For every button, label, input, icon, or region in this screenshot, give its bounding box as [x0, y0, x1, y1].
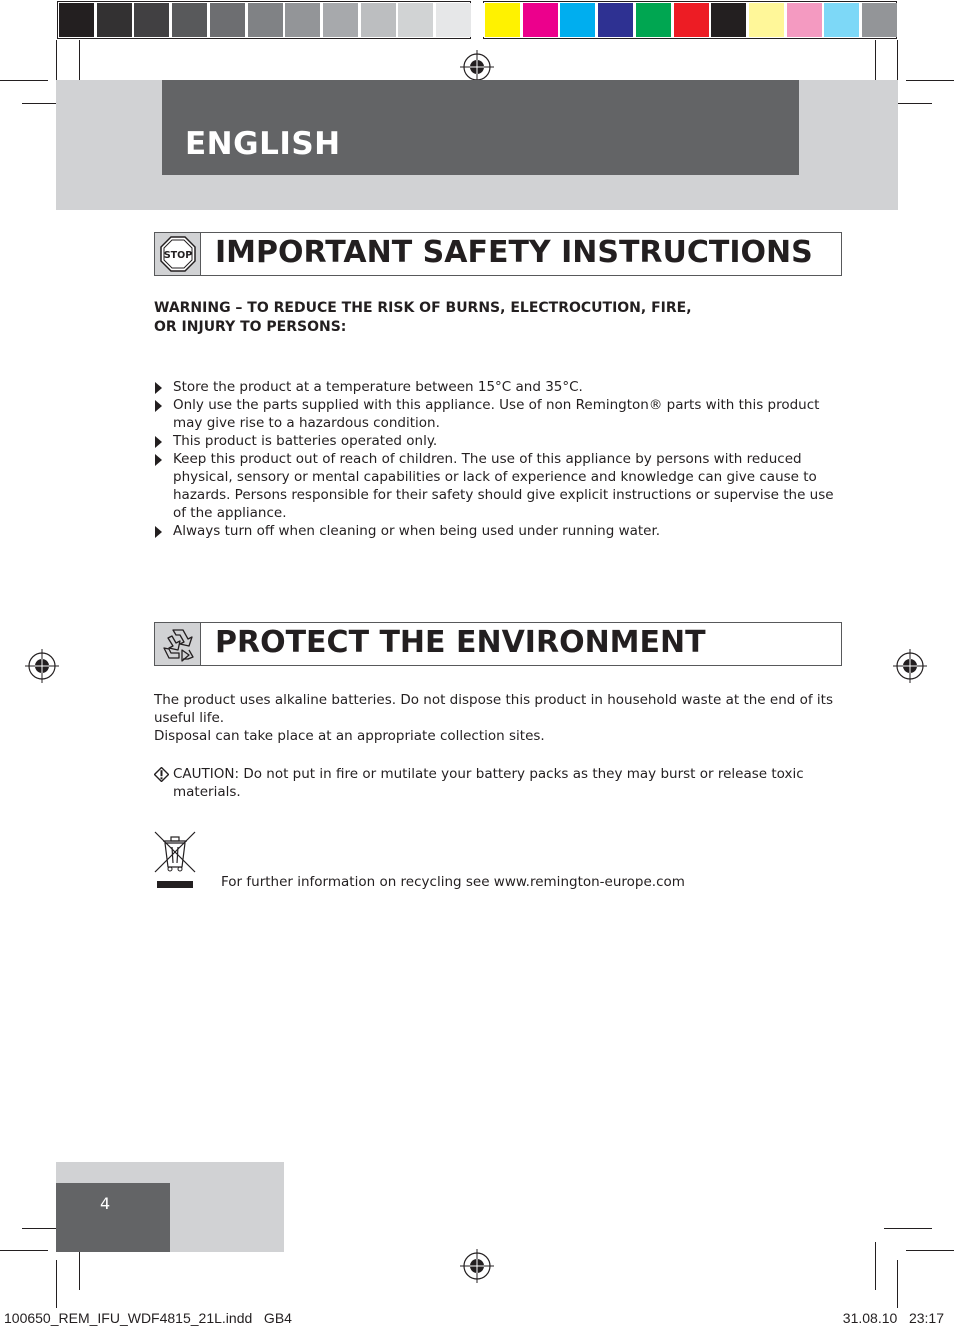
bullet-arrow-icon [155, 526, 162, 538]
color-swatch [862, 3, 897, 37]
color-swatch [787, 3, 822, 37]
gray-swatch [285, 3, 320, 37]
bullet-arrow-icon [155, 382, 162, 394]
safety-header [154, 232, 842, 276]
list-item: Always turn off when cleaning or when being used under running water. [154, 522, 844, 540]
color-swatch [598, 3, 633, 37]
gray-swatch [134, 3, 169, 37]
gray-swatch [97, 3, 132, 37]
safety-title: IMPORTANT SAFETY INSTRUCTIONS [215, 235, 813, 270]
safety-icon-cell [155, 233, 201, 275]
language-title: ENGLISH [185, 126, 341, 162]
environment-paragraph-1: The product uses alkaline batteries. Do not dispose this product in household waste at the end of its useful life. [154, 692, 834, 726]
list-item: Keep this product out of reach of children. The use of this appliance by persons with reduced physical, sensory or mental capabilities or lack of experience and knowledge can give cause to hazards. Persons responsible for their safety should give explicit instructions or supervise the use of the appliance. [154, 450, 844, 522]
crossed-bin-icon [154, 831, 196, 891]
environment-icon-cell [155, 623, 201, 665]
recycle-icon [159, 626, 197, 663]
environment-paragraph-2: Disposal can take place at an appropriate collection sites. [154, 728, 545, 744]
environment-title: PROTECT THE ENVIRONMENT [215, 625, 706, 660]
gray-swatch [323, 3, 358, 37]
gray-swatch [398, 3, 433, 37]
gray-swatch [210, 3, 245, 37]
stop-sign-label: STOP [163, 250, 193, 261]
page-number: 4 [100, 1194, 111, 1213]
caution-diamond-icon [154, 767, 169, 782]
caution-note [154, 765, 834, 801]
color-swatch [523, 3, 558, 37]
environment-text [154, 691, 834, 745]
stop-sign-icon [160, 236, 196, 272]
date-slug: 31.08.10 23:17 [842, 1310, 944, 1326]
gray-swatch [248, 3, 283, 37]
color-swatch [485, 3, 520, 37]
warning-line-2: OR INJURY TO PERSONS: [154, 319, 347, 335]
color-swatch [749, 3, 784, 37]
list-item: Only use the parts supplied with this appliance. Use of non Remington® parts with this product may give rise to a hazardous condition. [154, 396, 844, 432]
environment-header [154, 622, 842, 666]
gray-swatch [436, 3, 471, 37]
file-slug: 100650_REM_IFU_WDF4815_21L.indd GB4 [4, 1310, 292, 1326]
registration-mark-right-icon [893, 649, 927, 683]
list-item: This product is batteries operated only. [154, 432, 844, 450]
bullet-arrow-icon [155, 436, 162, 448]
gray-swatch [361, 3, 396, 37]
recycling-info: For further information on recycling see www.remington-europe.com [221, 874, 685, 890]
bullet-arrow-icon [155, 400, 162, 412]
color-swatch [636, 3, 671, 37]
gray-swatch [172, 3, 207, 37]
safety-list [154, 378, 844, 540]
warning-heading [154, 299, 794, 337]
list-item: Store the product at a temperature between 15°C and 35°C. [154, 378, 844, 396]
page-number-box [56, 1183, 170, 1252]
color-swatch [560, 3, 595, 37]
registration-mark-left-icon [25, 649, 59, 683]
gray-swatch [59, 3, 94, 37]
registration-mark-top-icon [460, 50, 494, 84]
registration-mark-bottom-icon [460, 1249, 494, 1283]
color-swatch [824, 3, 859, 37]
warning-line-1: WARNING – TO REDUCE THE RISK OF BURNS, ELECTROCUTION, FIRE, [154, 300, 692, 316]
caution-text: CAUTION: Do not put in fire or mutilate your battery packs as they may burst or release toxic materials. [173, 766, 804, 800]
bullet-arrow-icon [155, 454, 162, 466]
color-swatch [711, 3, 746, 37]
color-swatch [674, 3, 709, 37]
